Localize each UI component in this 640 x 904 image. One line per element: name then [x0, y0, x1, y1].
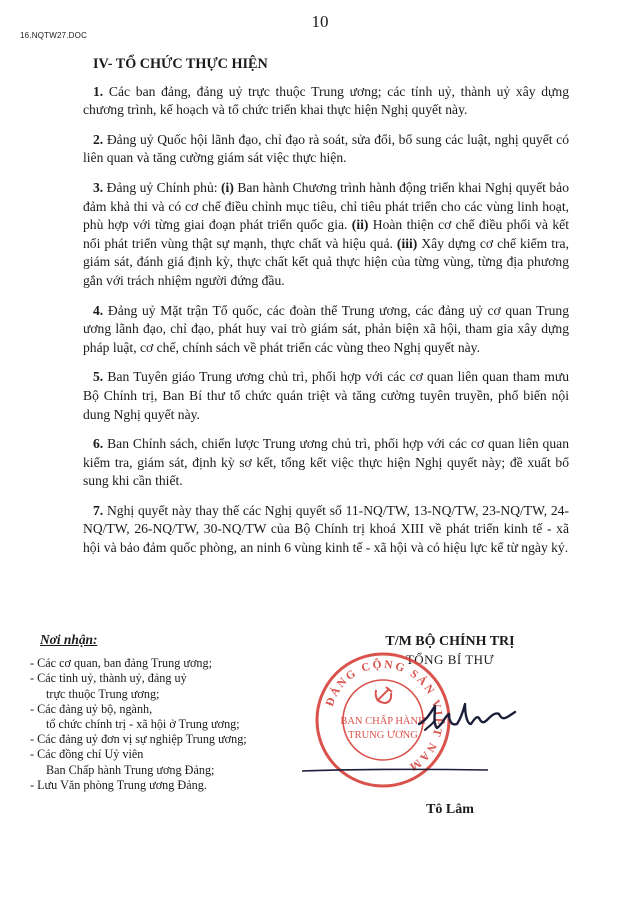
recipient-line-cont: trực thuộc Trung ương;	[46, 686, 160, 701]
recipient-item	[30, 778, 300, 793]
recipient-item	[30, 747, 300, 777]
paragraph-number: 6.	[93, 436, 104, 452]
paragraph-text: Đảng uỷ Mặt trận Tổ quốc, các đoàn thể Trung ương, các đảng uỷ cơ quan Trung ương lãnh đạo, chỉ đạo, phát huy vai trò giám sát, phản biện xã hội, tham gia xây dựng pháp luật, cơ chế, chính sách về phát triển các vùng theo Nghị quyết này.	[83, 302, 569, 355]
paragraph-text: Nghị quyết này thay thế các Nghị quyết số 11-NQ/TW, 13-NQ/TW, 23-NQ/TW, 24-NQ/TW, 26-NQ/TW, 30-NQ/TW của Bộ Chính trị khoá XIII về phát triển kinh tế - xã hội và bảo đảm quốc phòng, an ninh 6 vùng kinh tế - xã hội và có hiệu lực kể từ ngày ký.	[83, 502, 569, 556]
paragraph-4	[83, 302, 569, 358]
svg-text:BAN CHẤP HÀNH: BAN CHẤP HÀNH	[340, 716, 426, 727]
paragraph-number: 1.	[93, 83, 104, 99]
point-marker-i: (i)	[221, 179, 234, 195]
recipient-line: - Các đồng chí Uỷ viên	[30, 747, 144, 762]
signature-organization: T/M BỘ CHÍNH TRỊ	[385, 634, 515, 649]
paragraph-number: 7.	[93, 502, 104, 518]
recipient-line: - Các đảng uỷ bộ, ngành,	[30, 701, 153, 716]
recipient-line-cont: tổ chức chính trị - xã hội ở Trung ương;	[46, 717, 240, 732]
recipient-line-cont: Ban Chấp hành Trung ương Đảng;	[46, 762, 215, 777]
hammer-sickle-icon	[376, 687, 392, 703]
recipient-line: - Các cơ quan, ban đảng Trung ương;	[30, 656, 212, 671]
paragraph-text: Ban Tuyên giáo Trung ương chủ trì, phối hợp với các cơ quan liên quan tham mưu Bộ Chính trị, Ban Bí thư tổ chức quán triệt và tăng cường tuyên truyền, phổ biến nội dung Nghị quyết này.	[83, 369, 569, 422]
paragraph-lead: Đảng uỷ Chính phủ:	[103, 179, 222, 195]
recipients-block	[30, 632, 300, 793]
recipient-line: - Lưu Văn phòng Trung ương Đảng.	[30, 777, 207, 792]
recipients-title: Nơi nhận:	[40, 632, 98, 647]
recipient-item	[30, 671, 300, 701]
recipient-item	[30, 656, 300, 671]
signer-name: Tô Lâm	[426, 802, 474, 817]
point-text-iii: Xây dựng cơ chế kiểm tra, giám sát, đánh giá định kỳ, thực chất kết quả thực hiện của từng vùng, từng địa phương gắn với trách nhiệm người đứng đầu.	[83, 235, 569, 288]
paragraph-1	[83, 83, 569, 120]
signature-stroke-line	[300, 768, 490, 772]
paragraph-number: 4.	[93, 302, 104, 318]
paragraph-3	[83, 179, 569, 291]
point-text-ii: Hoàn thiện cơ chế điều phối và kết nối phát triển vùng thật sự mạnh, thực chất và hiệu quả.	[83, 217, 569, 251]
paragraph-number: 2.	[93, 131, 104, 147]
paragraph-number: 3.	[93, 179, 104, 195]
section-heading: IV- TỔ CHỨC THỰC HIỆN	[93, 56, 268, 72]
svg-text:TRUNG ƯƠNG: TRUNG ƯƠNG	[348, 730, 418, 741]
paragraph-2	[83, 131, 569, 168]
paragraph-6	[83, 435, 569, 491]
recipient-line: - Các đảng uỷ đơn vị sự nghiệp Trung ương;	[30, 732, 247, 747]
page-number: 10	[311, 12, 329, 31]
paragraph-text: Các ban đảng, đảng uỷ trực thuộc Trung ương; các tỉnh uỷ, thành uỷ xây dựng chương trình, kế hoạch và tổ chức triển khai thực hiện Nghị quyết này.	[83, 83, 569, 118]
point-text-i: Ban hành Chương trình hành động triển khai Nghị quyết bảo đảm khả thi và có cơ chế điều chỉnh mục tiêu, chỉ tiêu phát triển cho các vùng linh hoạt, phù hợp với từng giai đoạn phát triển quốc gia.	[83, 179, 569, 233]
signature-role: TỔNG BÍ THƯ	[405, 652, 495, 667]
file-name: 16.NQTW27.DOC	[20, 31, 88, 40]
recipient-item	[30, 732, 300, 747]
recipient-item	[30, 702, 300, 732]
paragraph-5	[83, 368, 569, 424]
point-marker-iii: (iii)	[396, 235, 418, 251]
paragraph-7	[83, 502, 569, 558]
recipient-line: - Các tỉnh uỷ, thành uỷ, đảng uỷ	[30, 671, 187, 686]
handwritten-signature-icon	[405, 690, 525, 750]
svg-text:ĐẢNG CỘNG SẢN VIỆT NAM: ĐẢNG CỘNG SẢN VIỆT NAM	[323, 658, 445, 774]
paragraph-text: Đảng uỷ Quốc hội lãnh đạo, chỉ đạo rà soát, sửa đổi, bổ sung các luật, nghị quyết có liên quan và tăng cường giám sát việc thực hiện.	[83, 131, 569, 166]
paragraph-number: 5.	[93, 369, 104, 385]
document-body	[83, 50, 569, 569]
paragraph-text: Ban Chính sách, chiến lược Trung ương chủ trì, phối hợp với các cơ quan liên quan kiểm tra, giám sát, định kỳ sơ kết, tổng kết việc thực hiện Nghị quyết này; đề xuất bổ sung khi cần thiết.	[83, 436, 569, 489]
point-marker-ii: (ii)	[351, 217, 369, 233]
